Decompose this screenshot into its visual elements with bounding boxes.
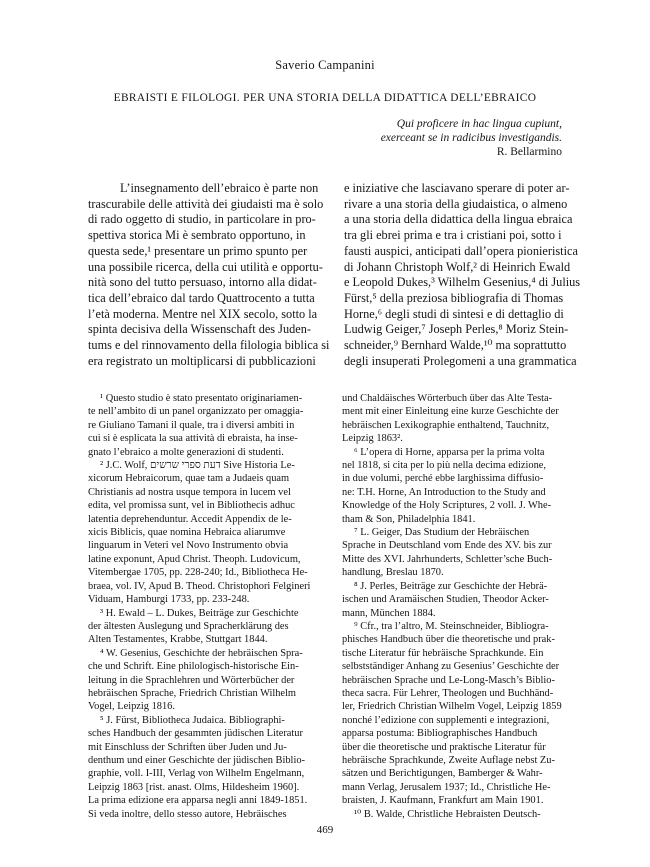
footnote-line: über die theoretische und praktische Literatur für: [342, 741, 546, 753]
footnote-line: selbstständiger Anhang zu Gesenius’ Geschichte der: [342, 661, 560, 673]
article-title: EBRAISTI E FILOLOGI. PER UNA STORIA DELLA DIDATTICA DELL’EBRAICO: [113, 92, 537, 104]
epigraph: [381, 117, 562, 159]
body-line: questa sede,¹ presentare un primo spunto per: [88, 243, 308, 258]
body-line: spettiva storica Mi è sembrato opportuno, in: [88, 228, 306, 243]
body-line: di rado oggetto di studio, in particolare in pro-: [88, 212, 316, 227]
footnote-line: sches Handbuch der gesammten jüdischen Literatur: [88, 728, 303, 740]
footnote-line: in due volumi, perché ebbe larghissima diffusio-: [342, 473, 544, 485]
footnote-line: handlung, Breslau 1870.: [342, 567, 444, 579]
body-line: tums e del rinnovamento della filologia biblica si: [88, 338, 330, 353]
footnote-line: La prima edizione era apparsa negli anni 1849-1851.: [88, 795, 308, 807]
footnote-line: hebräische Sprachkunde, Zweite Auflage nebst Zu-: [342, 754, 555, 766]
body-line: Horne,⁶ degli studi di sintesi e di dettaglio di: [344, 306, 564, 321]
footnote-line: Vitembergae 1705, pp. 228-240; Id., Bibliotheca He-: [88, 567, 308, 579]
body-line: a una storia della didattica della lingua ebraica: [344, 212, 573, 227]
footnote-line: apparsa postuma: Bibliographisches Handbuch: [342, 728, 538, 740]
body-line: di Johann Christoph Wolf,² di Heinrich Ewald: [344, 259, 571, 274]
footnote-line: Leipzig 1863².: [342, 433, 403, 445]
footnote-line: tham & Son, Philadelphia 1841.: [342, 513, 476, 525]
footnote-line: denthum und einer Geschichte der jüdischen Biblio-: [88, 754, 305, 766]
footnote-line: re Giuliano Tamani il quale, tra i diversi ambiti in: [88, 419, 295, 431]
footnote-line: cui si è esplicata la sua attività di ebraista, ha inse-: [88, 433, 298, 445]
body-line: e Leopold Dukes,³ Wilhelm Gesenius,⁴ di Julius: [344, 275, 581, 290]
footnote-line: latentia deprehenduntur. Accedit Appendix de le-: [88, 513, 292, 525]
footnote-line: latine exponunt, Apud Christ. Theoph. Ludovicum,: [88, 553, 301, 565]
footnote-line: Mitte des XVI. Jahrhunderts, Schletter’sche Buch-: [342, 553, 553, 565]
footnote-line: ⁶ L’opera di Horne, apparsa per la prima volta: [354, 446, 545, 458]
footnote-line: edita, vel promissa sunt, vel in Bibliothecis adhuc: [88, 500, 295, 512]
footnotes-column-right: [342, 392, 580, 821]
footnote-line: Christianis ad nostra usque tempora in lucem vel: [88, 486, 291, 498]
footnote-line: ischen und Aramäischen Studien, Theodor Acker-: [342, 594, 549, 606]
body-line: tica dell’ebraico dal tardo Quattrocento a tutta: [88, 290, 315, 305]
body-column-right: [344, 181, 580, 369]
body-line: era registrato un moltiplicarsi di pubblicazioni: [88, 353, 316, 368]
running-head-author: Saverio Campanini: [275, 58, 375, 72]
footnote-line: te nell’ambito di un panel organizzato per omaggia-: [88, 406, 304, 418]
footnote-line: ⁴ W. Gesenius, Geschichte der hebräischen Spra-: [100, 647, 303, 659]
footnote-line: ⁸ J. Perles, Beiträge zur Geschichte der Hebrä-: [354, 580, 548, 592]
footnote-line: phisches Handbuch über die theoretische und prak-: [342, 634, 555, 646]
body-line: nità sono del tutto persuaso, intorno alla didat-: [88, 275, 317, 290]
footnote-line: braea, vol. IV, Apud B. Theod. Christophori Felgineri: [88, 580, 311, 592]
body-line: degli insuperati Prolegomeni a una grammatica: [344, 353, 577, 368]
footnote-line: der ältesten Auslegung und Spracherklärung des: [88, 620, 289, 632]
body-line: fausti auspici, anticipati dall’opera pionieristica: [344, 243, 578, 258]
footnote-line: leitung in die Sprachlehren und Wörterbücher der: [88, 674, 295, 686]
footnote-line: graphie, voll. I-III, Verlag von Wilhelm Engelmann,: [88, 768, 305, 780]
epigraph-line-2: exerceant se in radicibus investigandis.: [380, 132, 562, 144]
footnote-line: Alten Testamentes, Krabbe, Stuttgart 1844.: [88, 634, 268, 646]
footnote-line: Vogel, Leipzig 1816.: [88, 701, 175, 713]
footnote-line: hebräischen Sprache und Le-Long-Masch’s Biblio-: [342, 674, 555, 686]
footnote-line: linguarum in Veteri vel Novo Instrumento obvia: [88, 540, 289, 552]
body-line: Fürst,⁵ della preziosa bibliografia di Thomas: [344, 290, 564, 305]
epigraph-attribution: R. Bellarmino: [496, 146, 562, 158]
footnote-line: Leipzig 1863 [rist. anast. Olms, Hildesheim 1960].: [88, 781, 300, 793]
footnote-line: xicorum Hebraicorum, quae tam a Judaeis quam: [88, 473, 290, 485]
footnote-line: mann Verlag, Jerusalem 1937; Id., Christliche He-: [342, 781, 551, 793]
footnote-line: mit Einschluss der Schriften über Juden und Ju-: [88, 741, 287, 753]
body-column-left: [88, 181, 330, 369]
footnote-line: Knowledge of the Holy Scriptures, 2 voll. J. Whe-: [342, 500, 552, 512]
footnote-line: xicis Biblicis, quae nomina Hebraica aliarumve: [88, 527, 286, 539]
body-line: una possibile ricerca, della cui utilità e opportu-: [88, 259, 323, 274]
footnote-line: ler, Friedrich Christian Wilhelm Vogel, Leipzig 1859: [342, 701, 562, 713]
page-number: 469: [316, 824, 334, 836]
body-line: tra gli ebrei prima e tra i cristiani poi, sotto i: [344, 228, 562, 243]
footnote-line: hebräischen Sprache, Friedrich Christian Wilhelm: [88, 687, 297, 699]
footnote-line: ne: T.H. Horne, An Introduction to the Study and: [342, 486, 546, 498]
body-line: schneider,⁹ Bernhard Walde,¹⁰ ma soprattutto: [344, 338, 567, 353]
footnote-line: Sprache in Deutschland vom Ende des XV. bis zur: [342, 540, 552, 552]
footnote-line: Si veda inoltre, dello stesso autore, Hebräisches: [88, 808, 287, 820]
footnote-line: nel 1818, si cita per lo più nella decima edizione,: [342, 460, 546, 472]
body-line: L’insegnamento dell’ebraico è parte non: [120, 181, 319, 195]
body-line: spinta decisiva della Wissenschaft des Juden-: [88, 322, 311, 337]
body-line: Ludwig Geiger,⁷ Joseph Perles,⁸ Moriz Stein-: [344, 322, 569, 337]
footnote-line: ⁵ J. Fürst, Bibliotheca Judaica. Bibliographi-: [100, 714, 285, 726]
footnote-line: nonché l’edizione con supplementi e integrazioni,: [342, 714, 550, 726]
footnote-line: ⁷ L. Geiger, Das Studium der Hebräischen: [354, 527, 530, 539]
footnote-line: ² J.C. Wolf, דעת ספרי שרשים Sive Historia Le-: [100, 460, 295, 472]
footnotes-column-left: [88, 392, 324, 821]
footnote-line: ³ H. Ewald – L. Dukes, Beiträge zur Geschichte: [100, 607, 299, 619]
epigraph-line-1: Qui proficere in hac lingua cupiunt,: [396, 118, 562, 130]
footnote-line: ¹⁰ B. Walde, Christliche Hebraisten Deutsch-: [354, 808, 541, 820]
footnote-line: ¹ Questo studio è stato presentato originariamen-: [100, 393, 303, 404]
footnote-line: che und Schrift. Eine philologisch-historische Ein-: [88, 661, 299, 673]
body-line: rivare a una storia della giudaistica, o almeno: [344, 196, 568, 211]
footnote-line: und Chaldäisches Wörterbuch über das Alte Testa-: [342, 393, 553, 404]
footnote-line: theca sacra. Für Lehrer, Theologen und Buchhänd-: [342, 687, 554, 699]
body-line: l’età moderna. Mentre nel XIX secolo, sotto la: [88, 306, 318, 321]
footnote-line: hebräischen Lexikographie enthaltend, Tauchnitz,: [342, 419, 550, 431]
footnote-line: ment mit einer Einleitung eine kurze Geschichte der: [342, 406, 559, 418]
footnote-line: mann, München 1884.: [342, 607, 436, 619]
footnote-line: ⁹ Cfr., tra l’altro, M. Steinschneider, Bibliogra-: [354, 620, 549, 632]
footnote-line: gnato l’ebraico a molte generazioni di studenti.: [88, 446, 284, 458]
footnote-line: Viduam, Hamburgi 1733, pp. 233-248.: [88, 594, 250, 606]
body-line: trascurabile delle attività dei giudaisti ma è solo: [88, 196, 324, 211]
body-line: e iniziative che lasciavano sperare di poter ar-: [344, 181, 570, 195]
footnote-line: sätzen und Berichtigungen, Bamberger & Wahr-: [342, 768, 543, 780]
footnote-line: braisten, J. Kaufmann, Frankfurt am Main 1901.: [342, 795, 544, 807]
footnote-line: tische Literatur für hebräische Sprachkunde. Ein: [342, 647, 544, 659]
